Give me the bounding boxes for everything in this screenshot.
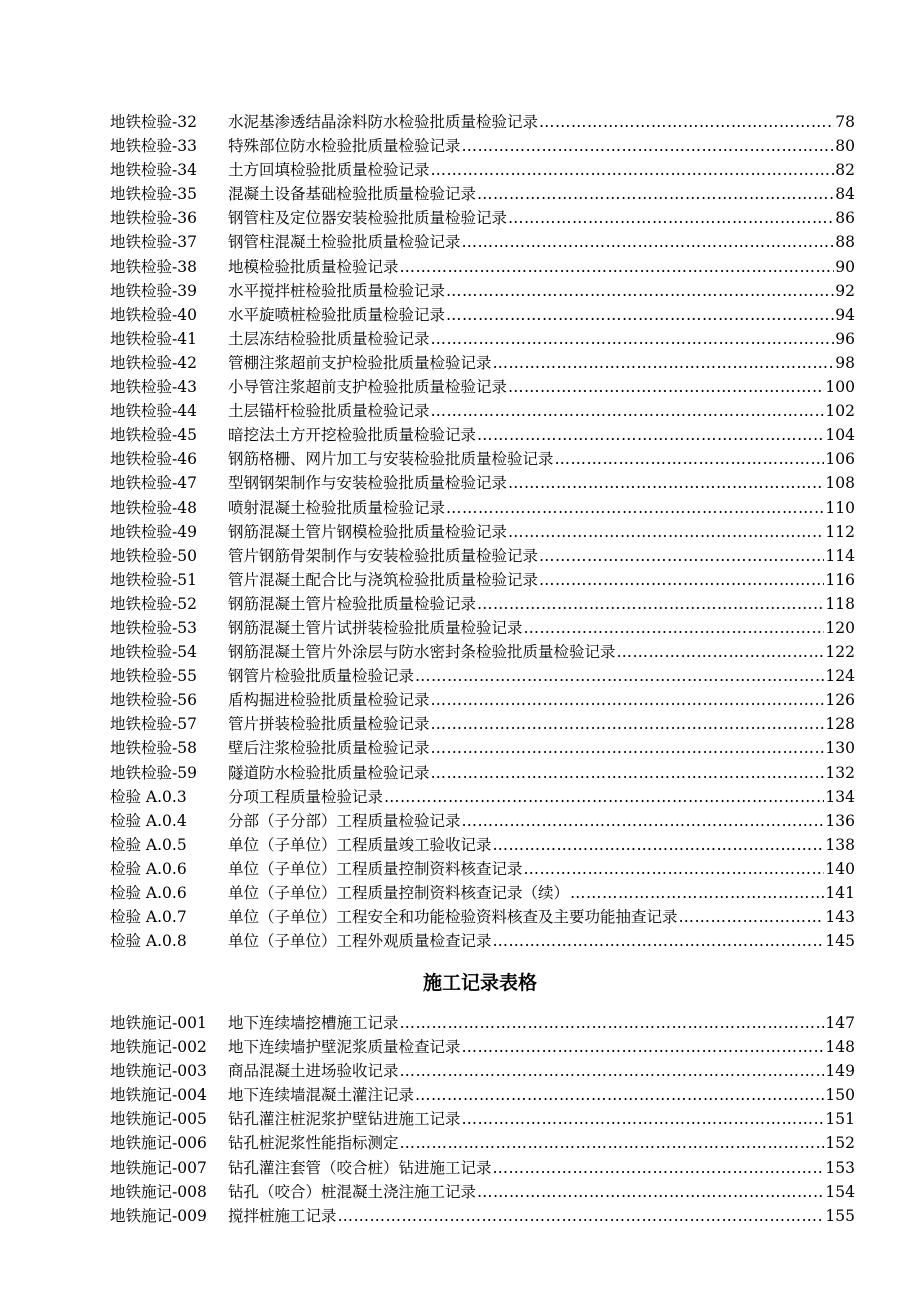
toc-title: 土层冻结检验批质量检验记录	[228, 329, 430, 348]
toc-page-number: 126	[825, 691, 855, 710]
toc-page-number: 147	[825, 1014, 855, 1032]
toc-page-number: 112	[825, 522, 855, 541]
toc-row[interactable]	[110, 423, 855, 447]
toc-row[interactable]	[110, 929, 855, 953]
toc-row[interactable]	[110, 616, 855, 640]
toc-leader	[555, 447, 825, 471]
toc-code: 地铁检验-58	[110, 739, 197, 758]
toc-code: 地铁施记-009	[110, 1206, 207, 1225]
toc-title: 土方回填检验批质量检验记录	[228, 161, 430, 180]
toc-leader	[415, 664, 824, 688]
toc-leader	[493, 1156, 825, 1180]
toc-title: 钻孔灌注桩泥浆护壁钻进施工记录	[228, 1110, 461, 1129]
toc-title: 地下连续墙挖槽施工记录	[228, 1014, 399, 1032]
toc-leader	[493, 351, 835, 375]
toc-page-number: 100	[825, 378, 855, 397]
toc-code: 地铁检验-38	[110, 257, 197, 276]
toc-page-number: 108	[825, 474, 855, 493]
toc-row[interactable]	[110, 1083, 855, 1107]
toc-leader	[617, 640, 825, 664]
toc-code: 地铁检验-40	[110, 305, 197, 324]
toc-title: 钢管片检验批质量检验记录	[228, 667, 415, 686]
toc-title: 钻孔灌注套管（咬合桩）钻进施工记录	[228, 1158, 492, 1177]
toc-row[interactable]	[110, 110, 855, 134]
toc-title: 钢筋混凝土管片钢模检验批质量检验记录	[228, 522, 508, 541]
toc-page-number: 102	[825, 402, 855, 421]
toc-code: 地铁施记-007	[110, 1158, 207, 1177]
toc-page-number: 128	[825, 715, 855, 734]
toc-page-number: 143	[825, 908, 855, 927]
toc-title: 单位（子单位）工程外观质量检查记录	[228, 932, 492, 951]
toc-row[interactable]	[110, 134, 855, 158]
toc-code: 地铁检验-54	[110, 643, 197, 662]
toc-page-number: 106	[825, 450, 855, 469]
toc-page-number: 80	[835, 137, 855, 156]
toc-title: 暗挖法土方开挖检验批质量检验记录	[228, 426, 477, 445]
toc-code: 地铁检验-45	[110, 426, 197, 445]
toc-page-number: 124	[825, 667, 855, 686]
toc-code: 地铁检验-53	[110, 618, 197, 637]
toc-page-number: 149	[825, 1062, 855, 1081]
toc-page-number: 84	[835, 185, 855, 204]
toc-leader	[400, 1131, 825, 1155]
toc-leader	[462, 1035, 825, 1059]
toc-row[interactable]	[110, 857, 855, 881]
toc-page-number: 86	[835, 209, 855, 228]
toc-row[interactable]	[110, 1011, 855, 1035]
toc-code: 地铁检验-57	[110, 715, 197, 734]
toc-page-number: 153	[825, 1158, 855, 1177]
toc-title: 地模检验批质量检验记录	[228, 257, 399, 276]
toc-title: 钢筋混凝土管片外涂层与防水密封条检验批质量检验记录	[228, 643, 616, 662]
toc-row[interactable]	[110, 688, 855, 712]
toc-title: 单位（子单位）工程安全和功能检验资料核查及主要功能抽查记录	[228, 908, 678, 927]
toc-page-number: 138	[825, 835, 855, 854]
toc-title: 管片拼装检验批质量检验记录	[228, 715, 430, 734]
toc-title: 管片钢筋骨架制作与安装检验批质量检验记录	[228, 546, 539, 565]
toc-code: 地铁检验-41	[110, 329, 197, 348]
toc-row[interactable]	[110, 833, 855, 857]
toc-code: 检验 A.0.4	[110, 811, 187, 830]
toc-row[interactable]	[110, 905, 855, 929]
toc-row[interactable]	[110, 303, 855, 327]
toc-row[interactable]	[110, 809, 855, 833]
toc-code: 地铁施记-002	[110, 1038, 207, 1057]
toc-row[interactable]	[110, 1035, 855, 1059]
toc-title: 商品混凝土进场验收记录	[228, 1062, 399, 1081]
toc-leader	[400, 1059, 825, 1083]
toc-leader	[679, 905, 825, 929]
toc-leader	[415, 1083, 824, 1107]
toc-leader	[446, 279, 834, 303]
toc-title: 钢管柱及定位器安装检验批质量检验记录	[228, 209, 508, 228]
toc-title: 搅拌桩施工记录	[228, 1206, 337, 1225]
toc-title: 单位（子单位）工程质量竣工验收记录	[228, 835, 492, 854]
toc-inspection-list	[110, 110, 855, 953]
toc-title: 壁后注浆检验批质量检验记录	[228, 739, 430, 758]
toc-leader	[493, 929, 825, 953]
toc-row[interactable]	[110, 761, 855, 785]
toc-code: 地铁检验-49	[110, 522, 197, 541]
toc-page-number: 114	[825, 546, 855, 565]
toc-page-number: 104	[825, 426, 855, 445]
toc-title: 钢管柱混凝土检验批质量检验记录	[228, 233, 461, 252]
toc-code: 地铁检验-33	[110, 137, 197, 156]
toc-leader	[446, 303, 834, 327]
toc-page-number: 98	[835, 353, 855, 372]
toc-page-number: 155	[825, 1206, 855, 1225]
toc-leader	[524, 616, 825, 640]
toc-row[interactable]	[110, 1059, 855, 1083]
toc-row[interactable]	[110, 1107, 855, 1131]
toc-code: 地铁施记-003	[110, 1062, 207, 1081]
toc-leader	[431, 158, 835, 182]
toc-leader	[508, 471, 824, 495]
toc-code: 地铁检验-42	[110, 353, 197, 372]
toc-row[interactable]	[110, 1204, 855, 1228]
toc-leader	[431, 736, 825, 760]
toc-leader	[539, 110, 834, 134]
toc-title: 钢筋混凝土管片检验批质量检验记录	[228, 594, 477, 613]
toc-leader	[539, 568, 824, 592]
toc-row[interactable]	[110, 255, 855, 279]
toc-code: 地铁施记-008	[110, 1182, 207, 1201]
toc-row[interactable]	[110, 1131, 855, 1155]
toc-title: 型钢钢架制作与安装检验批质量检验记录	[228, 474, 508, 493]
toc-title: 钢筋混凝土管片试拼装检验批质量检验记录	[228, 618, 523, 637]
section-title: 施工记录表格	[422, 972, 537, 994]
toc-code: 地铁施记-004	[110, 1086, 207, 1105]
toc-row[interactable]	[110, 592, 855, 616]
toc-leader	[477, 182, 834, 206]
toc-page-number: 122	[825, 643, 855, 662]
toc-row[interactable]	[110, 158, 855, 182]
toc-row[interactable]	[110, 206, 855, 230]
toc-page-number: 78	[835, 113, 855, 131]
toc-title: 分部（子分部）工程质量检验记录	[228, 811, 461, 830]
toc-leader	[493, 833, 825, 857]
toc-code: 地铁检验-43	[110, 378, 197, 397]
toc-code: 检验 A.0.6	[110, 884, 187, 902]
toc-code: 地铁检验-52	[110, 594, 197, 613]
toc-page-number: 154	[825, 1182, 855, 1201]
toc-page-number: 88	[835, 233, 855, 252]
toc-leader	[400, 1011, 825, 1035]
toc-leader	[446, 496, 824, 520]
toc-code: 地铁检验-35	[110, 185, 197, 204]
toc-title: 水泥基渗透结晶涂料防水检验批质量检验记录	[228, 113, 539, 131]
toc-leader	[431, 712, 825, 736]
toc-title: 小导管注浆超前支护检验批质量检验记录	[228, 378, 508, 397]
toc-row[interactable]	[110, 447, 855, 471]
toc-code: 地铁检验-34	[110, 161, 197, 180]
toc-title: 水平搅拌桩检验批质量检验记录	[228, 281, 446, 300]
toc-page-number: 96	[835, 329, 855, 348]
toc-leader	[431, 399, 825, 423]
toc-row[interactable]	[110, 351, 855, 375]
toc-code: 地铁检验-36	[110, 209, 197, 228]
toc-row[interactable]	[110, 881, 855, 905]
toc-code: 地铁检验-55	[110, 667, 197, 686]
toc-code: 地铁施记-001	[110, 1014, 207, 1032]
toc-row[interactable]	[110, 664, 855, 688]
toc-title: 管片混凝土配合比与浇筑检验批质量检验记录	[228, 570, 539, 589]
toc-row[interactable]	[110, 279, 855, 303]
toc-title: 单位（子单位）工程质量控制资料核查记录（续）	[228, 884, 570, 902]
toc-page-number: 132	[825, 763, 855, 782]
toc-page-number: 148	[825, 1038, 855, 1057]
toc-leader	[400, 255, 835, 279]
toc-leader	[539, 544, 824, 568]
toc-page-number: 150	[825, 1086, 855, 1105]
toc-title: 特殊部位防水检验批质量检验记录	[228, 137, 461, 156]
toc-leader	[508, 375, 824, 399]
toc-row[interactable]	[110, 544, 855, 568]
toc-page-number: 136	[825, 811, 855, 830]
toc-row[interactable]	[110, 568, 855, 592]
toc-leader	[431, 327, 835, 351]
toc-construction-list	[110, 1011, 855, 1228]
toc-row[interactable]	[110, 1156, 855, 1180]
toc-page-number: 120	[825, 618, 855, 637]
toc-code: 检验 A.0.3	[110, 787, 187, 806]
toc-leader	[524, 857, 825, 881]
toc-code: 地铁检验-37	[110, 233, 197, 252]
toc-leader	[477, 423, 824, 447]
toc-row[interactable]	[110, 375, 855, 399]
toc-title: 地下连续墙护壁泥浆质量检查记录	[228, 1038, 461, 1057]
toc-title: 分项工程质量检验记录	[228, 787, 384, 806]
toc-page-number: 151	[825, 1110, 855, 1129]
toc-page-number: 82	[835, 161, 855, 180]
toc-page-number: 110	[825, 498, 855, 517]
toc-leader	[431, 688, 825, 712]
toc-page-number: 152	[825, 1134, 855, 1153]
toc-leader	[508, 206, 834, 230]
toc-code: 检验 A.0.8	[110, 932, 187, 951]
toc-code: 地铁检验-59	[110, 763, 197, 782]
toc-page-number: 94	[835, 305, 855, 324]
toc-code: 地铁检验-47	[110, 474, 197, 493]
toc-code: 检验 A.0.5	[110, 835, 187, 854]
toc-title: 钢筋格栅、网片加工与安装检验批质量检验记录	[228, 450, 554, 469]
toc-code: 地铁检验-46	[110, 450, 197, 469]
toc-title: 混凝土设备基础检验批质量检验记录	[228, 185, 477, 204]
toc-page-number: 116	[825, 570, 855, 589]
toc-leader	[477, 592, 824, 616]
toc-row[interactable]	[110, 399, 855, 423]
toc-row[interactable]	[110, 712, 855, 736]
toc-page-number: 140	[825, 859, 855, 878]
toc-leader	[570, 881, 824, 905]
toc-code: 检验 A.0.6	[110, 859, 187, 878]
toc-title: 钻孔桩泥浆性能指标测定	[228, 1134, 399, 1153]
toc-page-number: 145	[825, 932, 855, 951]
toc-row[interactable]	[110, 496, 855, 520]
toc-leader	[338, 1204, 825, 1228]
toc-page-number: 118	[825, 594, 855, 613]
toc-page-number: 92	[835, 281, 855, 300]
toc-page-number: 141	[825, 884, 855, 902]
toc-code: 地铁施记-006	[110, 1134, 207, 1153]
toc-row[interactable]	[110, 736, 855, 760]
toc-leader	[431, 761, 825, 785]
toc-row[interactable]	[110, 471, 855, 495]
toc-row[interactable]	[110, 785, 855, 809]
toc-code: 地铁检验-32	[110, 113, 197, 131]
toc-page-number: 130	[825, 739, 855, 758]
toc-title: 地下连续墙混凝土灌注记录	[228, 1086, 415, 1105]
toc-title: 水平旋喷桩检验批质量检验记录	[228, 305, 446, 324]
toc-page-number: 90	[835, 257, 855, 276]
toc-row[interactable]	[110, 1180, 855, 1204]
toc-code: 地铁检验-50	[110, 546, 197, 565]
toc-row[interactable]	[110, 327, 855, 351]
toc-code: 地铁检验-39	[110, 281, 197, 300]
toc-leader	[462, 1107, 825, 1131]
toc-row[interactable]	[110, 230, 855, 254]
toc-leader	[384, 785, 824, 809]
toc-code: 地铁检验-44	[110, 402, 197, 421]
toc-leader	[477, 1180, 824, 1204]
toc-code: 地铁施记-005	[110, 1110, 207, 1129]
toc-page-number: 134	[825, 787, 855, 806]
toc-leader	[508, 520, 824, 544]
toc-row[interactable]	[110, 182, 855, 206]
toc-title: 隧道防水检验批质量检验记录	[228, 763, 430, 782]
toc-leader	[462, 230, 835, 254]
toc-code: 地铁检验-48	[110, 498, 197, 517]
toc-row[interactable]	[110, 520, 855, 544]
toc-code: 地铁检验-51	[110, 570, 197, 589]
toc-code: 地铁检验-56	[110, 691, 197, 710]
toc-title: 单位（子单位）工程质量控制资料核查记录	[228, 859, 523, 878]
toc-code: 检验 A.0.7	[110, 908, 187, 927]
toc-title: 盾构掘进检验批质量检验记录	[228, 691, 430, 710]
toc-title: 土层锚杆检验批质量检验记录	[228, 402, 430, 421]
toc-leader	[462, 134, 835, 158]
toc-row[interactable]	[110, 640, 855, 664]
toc-title: 喷射混凝土检验批质量检验记录	[228, 498, 446, 517]
toc-leader	[462, 809, 825, 833]
toc-title: 管棚注浆超前支护检验批质量检验记录	[228, 353, 492, 372]
toc-title: 钻孔（咬合）桩混凝土浇注施工记录	[228, 1182, 477, 1201]
